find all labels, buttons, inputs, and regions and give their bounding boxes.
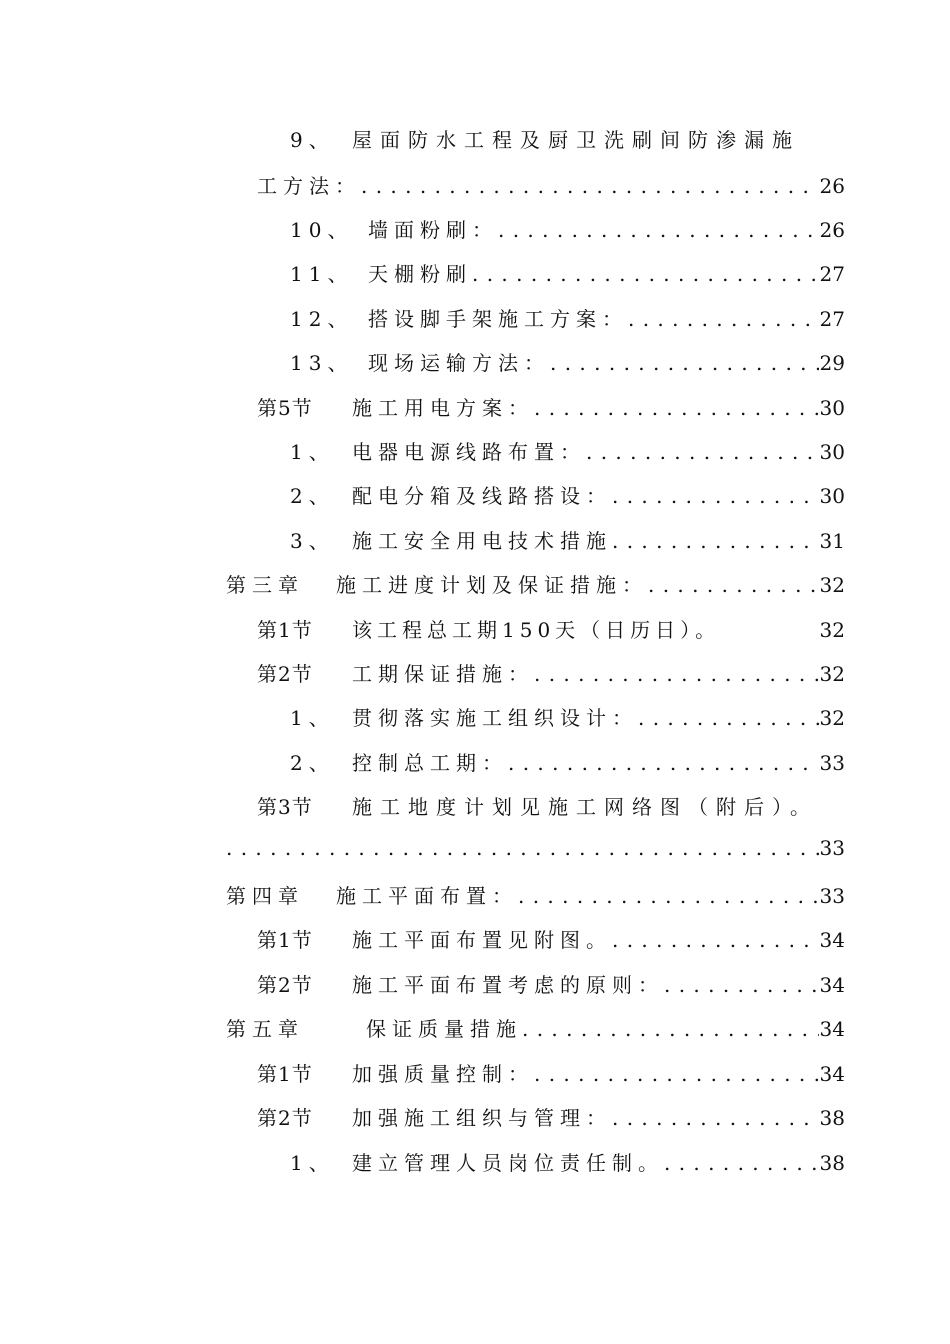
entry-title: 墙面粉刷：	[368, 218, 498, 242]
entry-number: 3、	[290, 529, 335, 553]
toc-entry[interactable]	[257, 1102, 845, 1132]
entry-number: 第1节	[257, 1062, 313, 1086]
toc-entry[interactable]	[290, 258, 845, 288]
toc-entry[interactable]	[290, 525, 845, 555]
dot-leader	[586, 440, 819, 464]
dot-leader	[612, 928, 819, 952]
entry-title: 施工平面布置考虑的原则：	[352, 973, 664, 997]
entry-title: 电器电源线路布置：	[352, 440, 586, 464]
toc-entry[interactable]	[226, 1013, 845, 1043]
dot-leader	[612, 529, 819, 553]
entry-page: 26	[819, 218, 845, 242]
entry-number: 11、	[290, 262, 354, 286]
dot-leader	[612, 1106, 819, 1130]
entry-page: 29	[819, 351, 845, 375]
entry-title: 屋面防水工程及厨卫洗刷间防渗漏施	[352, 128, 800, 152]
toc-entry[interactable]	[290, 303, 845, 333]
entry-title: 施工地度计划见施工网络图（附后）。	[352, 795, 818, 819]
entry-page: 34	[819, 1062, 845, 1086]
entry-title: 保证质量措施	[366, 1017, 522, 1041]
entry-number: 第三章	[226, 573, 304, 597]
dot-leader	[226, 836, 819, 860]
entry-page: 26	[819, 174, 845, 198]
entry-number: 第5节	[257, 396, 313, 420]
entry-number: 第2节	[257, 662, 313, 686]
dot-leader	[534, 662, 819, 686]
entry-page: 33	[819, 884, 845, 908]
entry-title: 控制总工期：	[352, 751, 508, 775]
entry-page: 32	[819, 706, 845, 730]
dot-leader	[612, 484, 819, 508]
entry-number: 1、	[290, 440, 335, 464]
dot-leader	[534, 1062, 819, 1086]
entry-page: 33	[819, 751, 845, 775]
toc-entry[interactable]	[257, 791, 877, 821]
entry-title: 现场运输方法：	[368, 351, 550, 375]
toc-entry[interactable]	[290, 747, 845, 777]
dot-leader	[472, 262, 819, 286]
entry-title: 工期保证措施：	[352, 662, 534, 686]
entry-number: 9、	[290, 128, 335, 152]
entry-title: 加强质量控制：	[352, 1062, 534, 1086]
entry-page: 32	[819, 573, 845, 597]
toc-entry[interactable]	[290, 124, 850, 154]
toc-entry[interactable]	[226, 569, 845, 599]
entry-title: 天棚粉刷	[368, 262, 472, 286]
entry-page: 27	[819, 262, 845, 286]
entry-title: 施工平面布置见附图。	[352, 928, 612, 952]
dot-leader	[638, 706, 819, 730]
entry-number: 第1节	[257, 928, 313, 952]
entry-page: 30	[819, 440, 845, 464]
entry-title: 搭设脚手架施工方案：	[368, 307, 628, 331]
entry-number: 10、	[290, 218, 354, 242]
dot-leader	[648, 573, 819, 597]
entry-number: 1、	[290, 1151, 335, 1175]
toc-entry[interactable]	[226, 880, 845, 910]
toc-entry[interactable]	[257, 392, 845, 422]
entry-page: 31	[819, 529, 845, 553]
dot-leader	[628, 307, 819, 331]
dot-leader	[664, 1151, 819, 1175]
entry-number: 13、	[290, 351, 354, 375]
entry-page: 34	[819, 928, 845, 952]
dot-leader	[498, 218, 819, 242]
toc-entry[interactable]	[290, 1147, 845, 1177]
toc-entry[interactable]	[290, 347, 845, 377]
entry-number: 第3节	[257, 795, 313, 819]
entry-title: 贯彻落实施工组织设计：	[352, 706, 638, 730]
entry-number: 第1节	[257, 618, 313, 642]
entry-page: 34	[819, 1017, 845, 1041]
entry-title: 配电分箱及线路搭设：	[352, 484, 612, 508]
entry-page: 30	[819, 396, 845, 420]
entry-title: 施工平面布置：	[336, 884, 518, 908]
dot-leader	[522, 1017, 819, 1041]
entry-page: 33	[819, 836, 845, 860]
dot-leader	[534, 396, 819, 420]
entry-title: 建立管理人员岗位责任制。	[352, 1151, 664, 1175]
entry-page: 34	[819, 973, 845, 997]
entry-page: 32	[819, 618, 845, 642]
entry-page: 27	[819, 307, 845, 331]
toc-entry[interactable]	[257, 1058, 845, 1088]
entry-number: 1、	[290, 706, 335, 730]
toc-entry[interactable]	[257, 170, 845, 200]
toc-entry[interactable]	[257, 614, 845, 644]
entry-number: 第2节	[257, 1106, 313, 1130]
entry-page: 30	[819, 484, 845, 508]
toc-entry[interactable]	[290, 702, 845, 732]
dot-leader	[664, 973, 819, 997]
toc-entry[interactable]	[290, 436, 845, 466]
toc-entry[interactable]	[290, 214, 845, 244]
entry-title: 工方法：	[257, 174, 361, 198]
entry-number: 第四章	[226, 884, 304, 908]
toc-entry[interactable]	[257, 924, 845, 954]
entry-title: 施工安全用电技术措施	[352, 529, 612, 553]
entry-number: 第2节	[257, 973, 313, 997]
entry-page: 38	[819, 1151, 845, 1175]
dot-leader	[518, 884, 819, 908]
toc-entry[interactable]	[257, 969, 845, 999]
entry-page: 38	[819, 1106, 845, 1130]
toc-entry[interactable]	[290, 480, 845, 510]
toc-entry[interactable]	[226, 836, 845, 866]
entry-page: 32	[819, 662, 845, 686]
entry-title: 施工用电方案：	[352, 396, 534, 420]
dot-leader	[550, 351, 819, 375]
entry-number: 2、	[290, 484, 335, 508]
toc-entry[interactable]	[257, 658, 845, 688]
entry-number: 第五章	[226, 1017, 304, 1041]
entry-number: 12、	[290, 307, 354, 331]
entry-title: 施工进度计划及保证措施：	[336, 573, 648, 597]
entry-title: 该工程总工期150天（日历日）。	[352, 618, 721, 642]
dot-leader	[508, 751, 819, 775]
entry-number: 2、	[290, 751, 335, 775]
dot-leader	[361, 174, 819, 198]
entry-title: 加强施工组织与管理：	[352, 1106, 612, 1130]
